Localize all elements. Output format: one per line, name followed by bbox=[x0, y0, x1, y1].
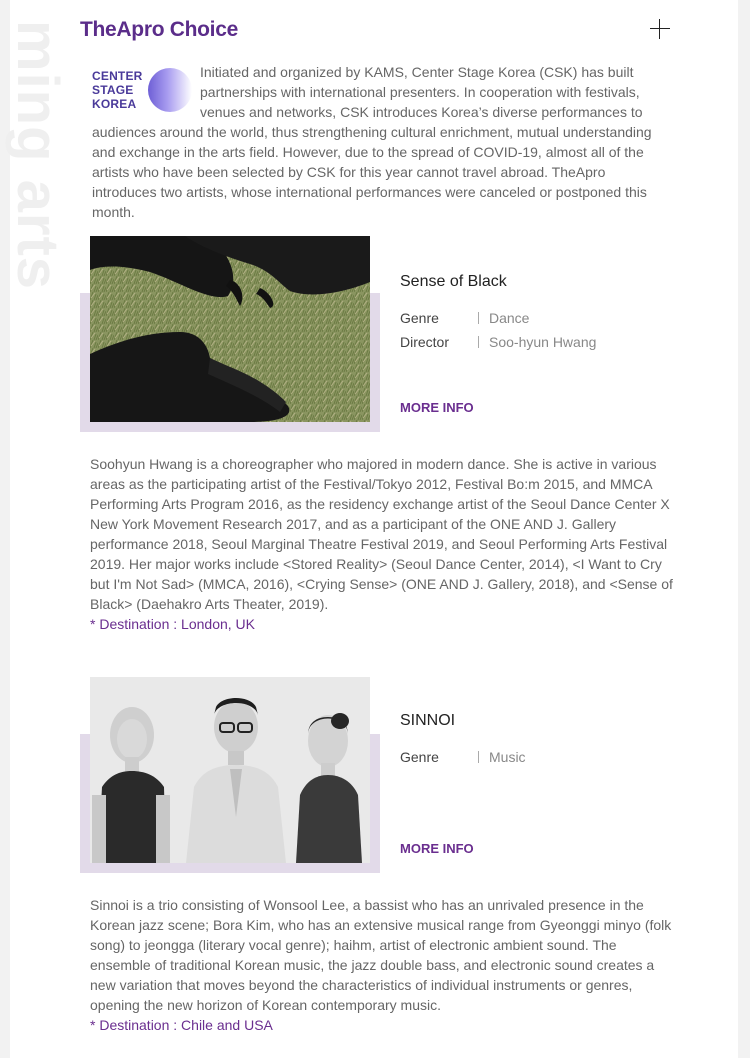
destination-text: * Destination : Chile and USA bbox=[90, 1017, 273, 1033]
description-text: Sinnoi is a trio consisting of Wonsool Lee, a bassist who has an unrivaled presence in the Korean jazz scene; Bora Kim, who has an extensive musical range from Gyeonggi minyo (folk song) to jeongga (literary vocal genre); haihm, artist of electronic ambient sound. The ensemble of traditional Korean music, the jazz double bass, and electronic sound creates a new variation that moves beyond the characteristics of individual instruments or genres, opening the new horizon of Korean contemporary music. bbox=[90, 897, 672, 1013]
description-text: Soohyun Hwang is a choreographer who majored in modern dance. She is active in various areas as the participating artist of the Festival/Tokyo 2012, Festival Bo:m 2015, and MMCA Performing Arts Program 2016, as the residency exchange artist of the Seoul Dance Center X New York Movement Research 2017, and as a participant of the ONE AND J. Gallery performance 2018, Seoul Marginal Theatre Festival 2019, and Seoul Performing Arts Festival 2019. Her major works include <Stored Reality> (Seoul Dance Center, 2014), <I Want to Cry but I'm Not Sad> (MMCA, 2016), <Crying Sense> (ONE AND J. Gallery, 2018), and <Sense of Black> (Daehakro Arts Theater, 2019). bbox=[90, 456, 673, 612]
content-panel bbox=[5, 0, 738, 1058]
more-info-link[interactable]: MORE INFO bbox=[400, 841, 474, 856]
info-divider bbox=[478, 312, 479, 324]
info-label: Director bbox=[400, 334, 450, 350]
info-label: Genre bbox=[400, 749, 439, 765]
info-row-genre bbox=[400, 749, 526, 765]
info-divider bbox=[478, 751, 479, 763]
info-row-genre bbox=[400, 310, 529, 326]
intro-text: Initiated and organized by KAMS, Center Stage Korea (CSK) has built partnerships with international presenters. In cooperation with festivals, venues and networks, CSK introduces Korea’s diverse performances to audiences around the world, thus strengthening cultural enrichment, mutual understanding and exchange in the arts field. However, due to the spread of COVID-19, almost all of the artists who have been selected by CSK for this year cannot travel abroad. TheApro introduces two artists, whose international performances were canceled or postponed this month. bbox=[92, 64, 652, 220]
info-row-director bbox=[400, 334, 596, 350]
performance-title: Sense of Black bbox=[400, 273, 507, 290]
plus-icon[interactable] bbox=[650, 19, 670, 39]
side-watermark: ming arts bbox=[5, 20, 70, 291]
info-value: Soo-hyun Hwang bbox=[489, 334, 597, 350]
section-title: TheApro Choice bbox=[80, 18, 238, 41]
info-divider bbox=[478, 336, 479, 348]
performance-photo-sense-of-black bbox=[90, 236, 370, 422]
logo-circle-icon bbox=[148, 68, 192, 112]
performance-description bbox=[90, 895, 678, 1035]
info-value: Dance bbox=[489, 310, 530, 326]
performance-title: SINNOI bbox=[400, 712, 456, 729]
intro-block bbox=[92, 62, 672, 222]
logo-text: CENTER STAGE KOREA bbox=[92, 69, 143, 111]
destination-text: * Destination : London, UK bbox=[90, 616, 255, 632]
more-info-link[interactable]: MORE INFO bbox=[400, 400, 474, 415]
performance-photo-sinnoi bbox=[90, 677, 370, 863]
performance-description bbox=[90, 454, 678, 634]
center-stage-korea-logo bbox=[92, 62, 196, 111]
info-label: Genre bbox=[400, 310, 439, 326]
info-value: Music bbox=[489, 749, 526, 765]
